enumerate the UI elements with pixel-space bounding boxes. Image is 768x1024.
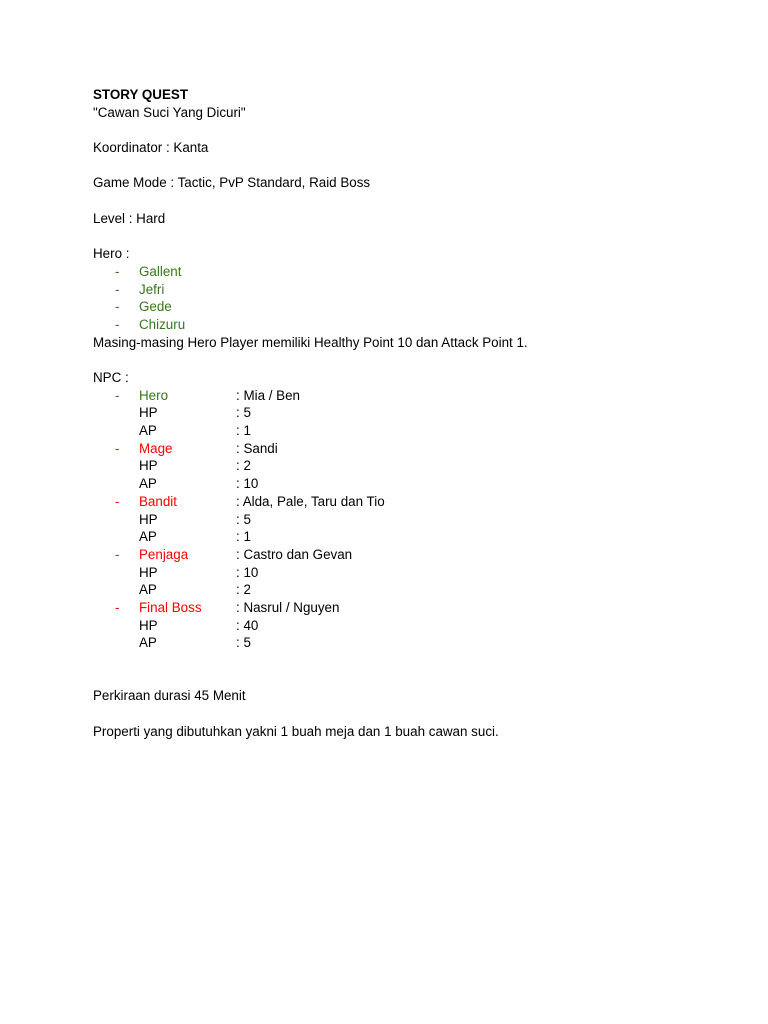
npc-list xyxy=(93,387,693,652)
npc-role: Final Boss xyxy=(139,599,202,615)
list-dash: - xyxy=(115,599,120,615)
hero-list-item xyxy=(93,316,693,334)
document-body xyxy=(93,86,693,740)
hero-name: Gallent xyxy=(139,263,182,279)
npc-name: : Castro dan Gevan xyxy=(236,546,353,562)
hero-heading: Hero : xyxy=(93,246,130,262)
duration-line: Perkiraan durasi 45 Menit xyxy=(93,688,246,704)
npc-name: : Alda, Pale, Taru dan Tio xyxy=(236,493,385,509)
hp-label: HP xyxy=(139,564,158,580)
ap-value: : 1 xyxy=(236,529,251,545)
list-dash: - xyxy=(115,440,120,456)
npc-hp-row xyxy=(93,511,693,529)
npc-heading: NPC : xyxy=(93,370,129,385)
npc-row xyxy=(93,387,693,405)
npc-hp-row xyxy=(93,457,693,475)
ap-label: AP xyxy=(139,582,157,598)
hp-value: : 5 xyxy=(236,405,251,421)
ap-value: : 2 xyxy=(236,582,251,598)
npc-name: : Nasrul / Nguyen xyxy=(236,599,340,615)
npc-name: : Sandi xyxy=(236,440,278,456)
game-mode-line: Game Mode : Tactic, PvP Standard, Raid Boss xyxy=(93,175,371,191)
npc-row xyxy=(93,440,693,458)
hp-label: HP xyxy=(139,405,158,421)
npc-hp-row xyxy=(93,564,693,582)
list-dash: - xyxy=(115,316,120,332)
ap-value: : 5 xyxy=(236,635,251,651)
ap-label: AP xyxy=(139,476,157,492)
npc-role: Mage xyxy=(139,440,173,456)
hero-note: Masing-masing Hero Player memiliki Healthy Point 10 dan Attack Point 1. xyxy=(93,334,528,350)
hero-name: Chizuru xyxy=(139,316,186,332)
doc-subtitle: "Cawan Suci Yang Dicuri" xyxy=(93,104,246,120)
hp-label: HP xyxy=(139,617,158,633)
npc-ap-row xyxy=(93,634,693,652)
ap-value: : 10 xyxy=(236,476,259,492)
npc-row xyxy=(93,493,693,511)
hero-list-item xyxy=(93,281,693,299)
hp-label: HP xyxy=(139,458,158,474)
npc-ap-row xyxy=(93,581,693,599)
hero-name: Gede xyxy=(139,299,172,315)
hp-value: : 40 xyxy=(236,617,259,633)
list-dash: - xyxy=(115,299,120,315)
hp-label: HP xyxy=(139,511,158,527)
hero-list-item xyxy=(93,263,693,281)
hp-value: : 5 xyxy=(236,511,251,527)
npc-role: Penjaga xyxy=(139,546,189,562)
level-line: Level : Hard xyxy=(93,210,166,226)
npc-name: : Mia / Ben xyxy=(236,387,301,403)
list-dash: - xyxy=(115,281,120,297)
npc-role: Hero xyxy=(139,387,169,403)
list-dash: - xyxy=(115,387,120,403)
ap-label: AP xyxy=(139,529,157,545)
npc-row xyxy=(93,599,693,617)
hp-value: : 10 xyxy=(236,564,259,580)
npc-ap-row xyxy=(93,422,693,440)
hero-name: Jefri xyxy=(139,281,165,297)
doc-title: STORY QUEST xyxy=(93,87,188,102)
hero-list-item xyxy=(93,298,693,316)
koordinator-line: Koordinator : Kanta xyxy=(93,140,209,156)
npc-hp-row xyxy=(93,404,693,422)
list-dash: - xyxy=(115,263,120,279)
npc-ap-row xyxy=(93,528,693,546)
list-dash: - xyxy=(115,493,120,509)
hero-list xyxy=(93,263,693,334)
npc-hp-row xyxy=(93,617,693,635)
npc-ap-row xyxy=(93,475,693,493)
hp-value: : 2 xyxy=(236,458,251,474)
npc-role: Bandit xyxy=(139,493,177,509)
list-dash: - xyxy=(115,546,120,562)
properties-line: Properti yang dibutuhkan yakni 1 buah meja dan 1 buah cawan suci. xyxy=(93,723,499,739)
ap-label: AP xyxy=(139,423,157,439)
ap-label: AP xyxy=(139,635,157,651)
ap-value: : 1 xyxy=(236,423,251,439)
npc-row xyxy=(93,546,693,564)
